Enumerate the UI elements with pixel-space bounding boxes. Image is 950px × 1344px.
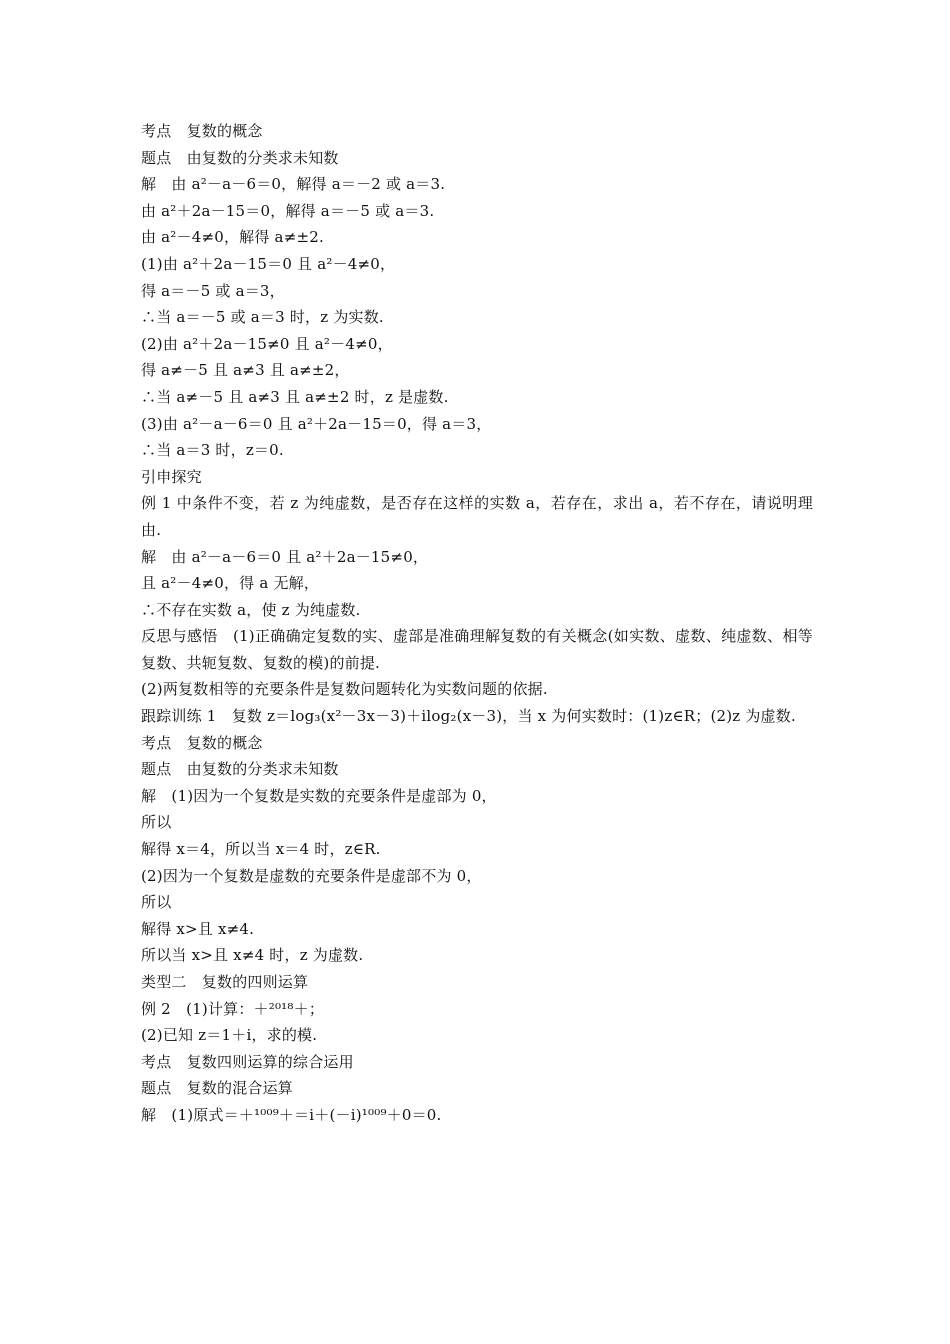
text-line: 所以	[141, 893, 172, 912]
text-line: (2)因为一个复数是虚数的充要条件是虚部不为 0，	[141, 866, 482, 885]
text-line: 题点 由复数的分类求未知数	[141, 760, 339, 779]
text-line: 解得 x>且 x≠4.	[141, 919, 255, 938]
text-line: 由 a²－4≠0，解得 a≠±2.	[141, 228, 324, 247]
text-line: 所以	[141, 813, 172, 832]
text-line: 解 (1)原式＝＋¹⁰⁰⁹＋＝i＋(－i)¹⁰⁰⁹＋0＝0.	[141, 1105, 442, 1124]
document-body	[141, 118, 813, 1129]
text-line: (2)两复数相等的充要条件是复数问题转化为实数问题的依据.	[141, 680, 548, 699]
text-line: (2)已知 z＝1＋i，求的模.	[141, 1026, 318, 1045]
text-line: ∴当 a＝3 时，z＝0.	[141, 441, 284, 460]
paragraph: 例 1 中条件不变，若 z 为纯虚数，是否存在这样的实数 a，若存在，求出 a，若不存在，请说明理由.	[141, 494, 813, 539]
paragraph: 跟踪训练 1 复数 z＝log₃(x²－3x－3)＋ilog₂(x－3)，当 x 为何实数时：(1)z∈R；(2)z 为虚数.	[141, 707, 796, 726]
text-line: 得 a＝－5 或 a＝3，	[141, 281, 285, 300]
text-line: 解 由 a²－a－6＝0 且 a²＋2a－15≠0，	[141, 547, 429, 566]
text-line: 考点 复数四则运算的综合运用	[141, 1052, 354, 1071]
text-line: 题点 复数的混合运算	[141, 1079, 294, 1098]
section-heading: 引申探究	[141, 467, 202, 486]
section-heading: 类型二 复数的四则运算	[141, 973, 309, 991]
text-line: (3)由 a²－a－6＝0 且 a²＋2a－15＝0，得 a＝3，	[141, 414, 492, 433]
text-line: 得 a≠－5 且 a≠3 且 a≠±2，	[141, 361, 350, 380]
paragraph: 反思与感悟 (1)正确确定复数的实、虚部是准确理解复数的有关概念(如实数、虚数、纯虚数、相等复数、共轭复数、复数的模)的前提.	[141, 627, 813, 672]
text-line: 例 2 (1)计算：＋²⁰¹⁸＋；	[141, 999, 325, 1018]
text-line: 且 a²－4≠0，得 a 无解，	[141, 574, 320, 593]
text-line: 考点 复数的概念	[141, 122, 263, 140]
text-line: ∴当 a≠－5 且 a≠3 且 a≠±2 时，z 是虚数.	[141, 387, 449, 406]
text-line: 由 a²＋2a－15＝0，解得 a＝－5 或 a＝3.	[141, 201, 435, 220]
text-line: ∴不存在实数 a，使 z 为纯虚数.	[141, 600, 361, 619]
text-line: 解 (1)因为一个复数是实数的充要条件是虚部为 0，	[141, 786, 497, 805]
text-line: 考点 复数的概念	[141, 733, 263, 752]
text-line: 解得 x＝4，所以当 x＝4 时，z∈R.	[141, 840, 381, 859]
text-line: (1)由 a²＋2a－15＝0 且 a²－4≠0，	[141, 254, 396, 273]
text-line: 解 由 a²－a－6＝0，解得 a＝－2 或 a＝3.	[141, 175, 446, 194]
text-line: 所以当 x>且 x≠4 时，z 为虚数.	[141, 946, 364, 965]
text-line: (2)由 a²＋2a－15≠0 且 a²－4≠0，	[141, 334, 393, 353]
text-line: 题点 由复数的分类求未知数	[141, 148, 339, 167]
text-line: ∴当 a＝－5 或 a＝3 时，z 为实数.	[141, 308, 384, 327]
